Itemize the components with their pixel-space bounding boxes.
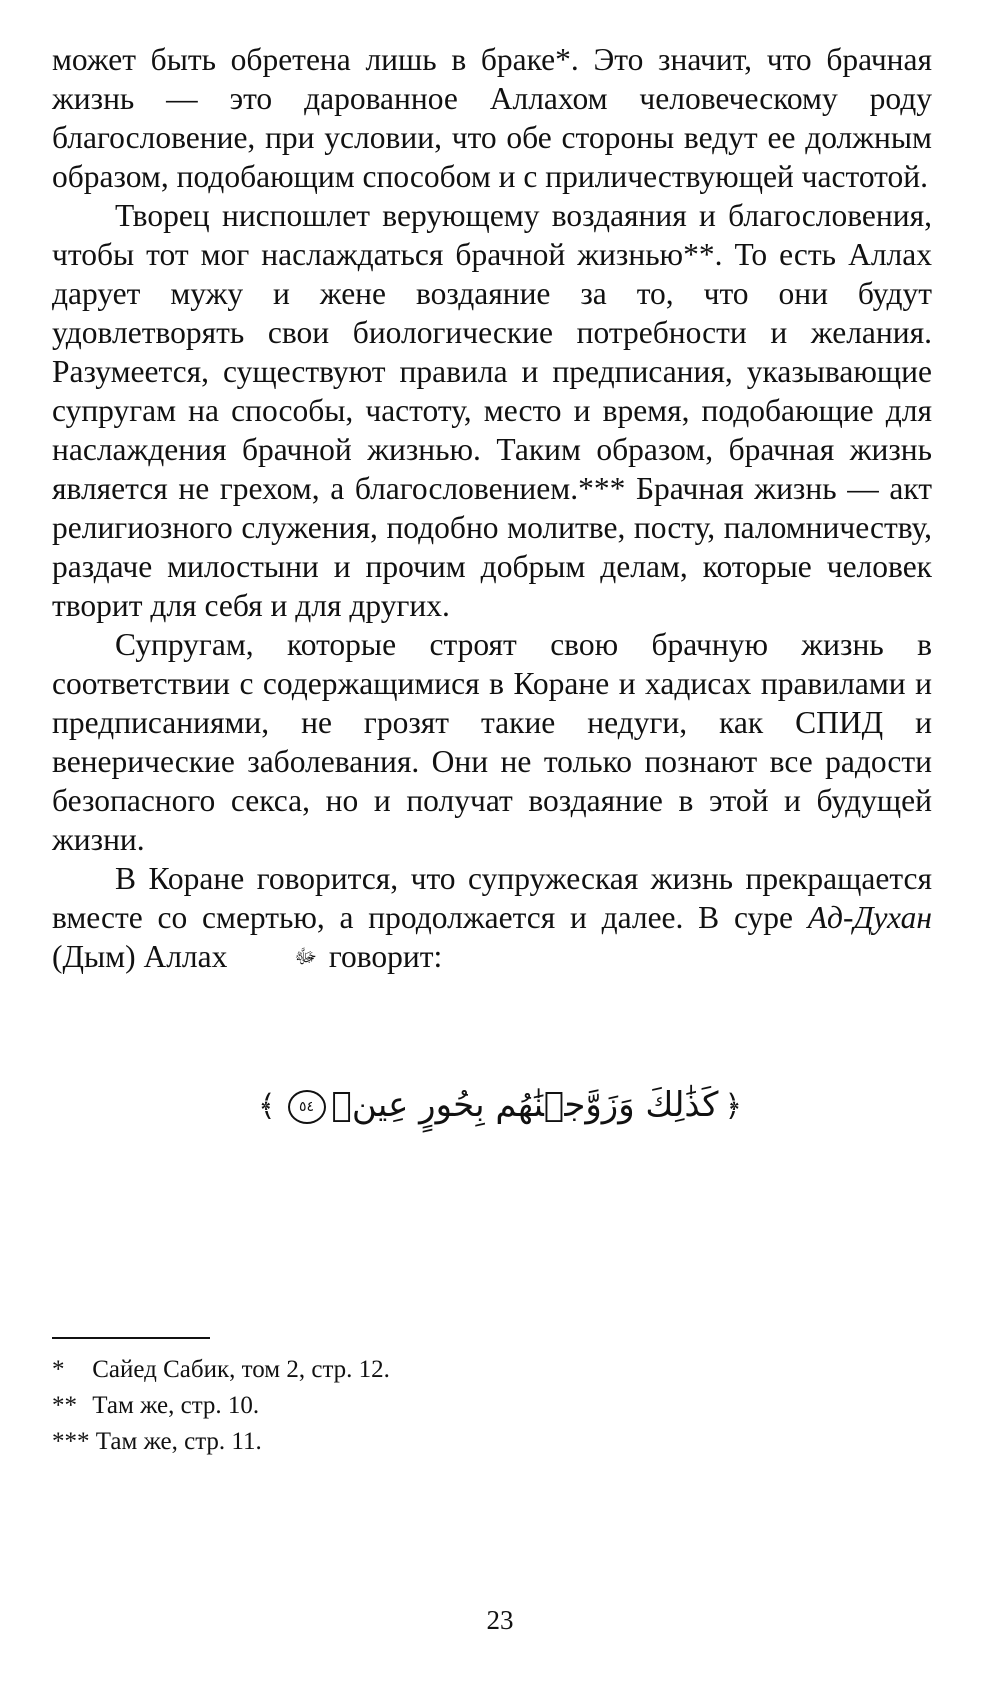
verse-close-bracket: ﴾: [257, 1089, 276, 1124]
footnote-text: Там же, стр. 10.: [92, 1392, 260, 1419]
sura-name: Ад-Духан: [807, 900, 932, 935]
paragraph: Творец ниспошлет верующему воздаяния и благословения, чтобы тот мог наслаждаться брачной жизнью**. То есть Аллах дарует мужу и жене воздаяние за то, что они будут удовлетворять свои биологические потребности и желания. Разумеется, существуют правила и предписания, указывающие супругам на способы, частоту, место и время, подобающие для наслаждения брачной жизнью. Таким образом, брачная жизнь является не грехом, а благословением.*** Брачная жизнь — акт религиозного служения, подобно молитве, посту, паломничеству, раздаче милостыни и прочим добрым делам, которые человек творит для себя и для других.: [52, 198, 932, 623]
paragraph: может быть обретена лишь в браке*. Это значит, что брачная жизнь — это дарованное Аллахом человеческому роду благословение, при условии, что обе стороны ведут ее должным образом, подобающим способом и с приличествующей частотой.: [52, 42, 932, 194]
page-body: [52, 40, 932, 977]
verse-open-bracket: ﴿: [724, 1089, 743, 1124]
paragraph-text: (Дым) Аллах: [52, 939, 228, 974]
paragraph-text: говорит:: [320, 939, 443, 974]
ayah-number-marker: ٥٤: [288, 1090, 326, 1124]
footnote-mark: **: [52, 1392, 77, 1419]
footnote: [52, 1424, 932, 1460]
footnote-mark: ***: [52, 1428, 90, 1455]
paragraph: Супругам, которые строят свою брачную жизнь в соответствии с содержащимися в Коране и хадисах правилами и предписаниями, не грозят такие недуги, как СПИД и венерические заболевания. Они не только познают все радости безопасного секса, но и получат воздаяние в этой и будущей жизни.: [52, 627, 932, 857]
footnote: [52, 1388, 932, 1424]
footnotes: [52, 1352, 932, 1460]
footnote: [52, 1352, 932, 1388]
paragraph: [52, 859, 932, 977]
footnote-text: Сайед Сабик, том 2, стр. 12.: [92, 1356, 390, 1383]
footnote-text: Там же, стр. 11.: [95, 1428, 262, 1455]
footnote-mark: *: [52, 1356, 65, 1383]
footnote-divider: [52, 1337, 210, 1339]
quran-verse: [0, 1075, 1000, 1137]
paragraph-text: В Коране говорится, что супружеская жизнь прекращается вместе со смертью, а продолжается и далее. В суре: [52, 861, 932, 935]
verse-text: كَذَٰلِكَ وَزَوَّجۡنَٰهُم بِحُورٍ عِينٖ: [331, 1085, 719, 1125]
honorific-glyph: ﷻ: [294, 946, 317, 968]
page-number: 23: [486, 1605, 514, 1635]
